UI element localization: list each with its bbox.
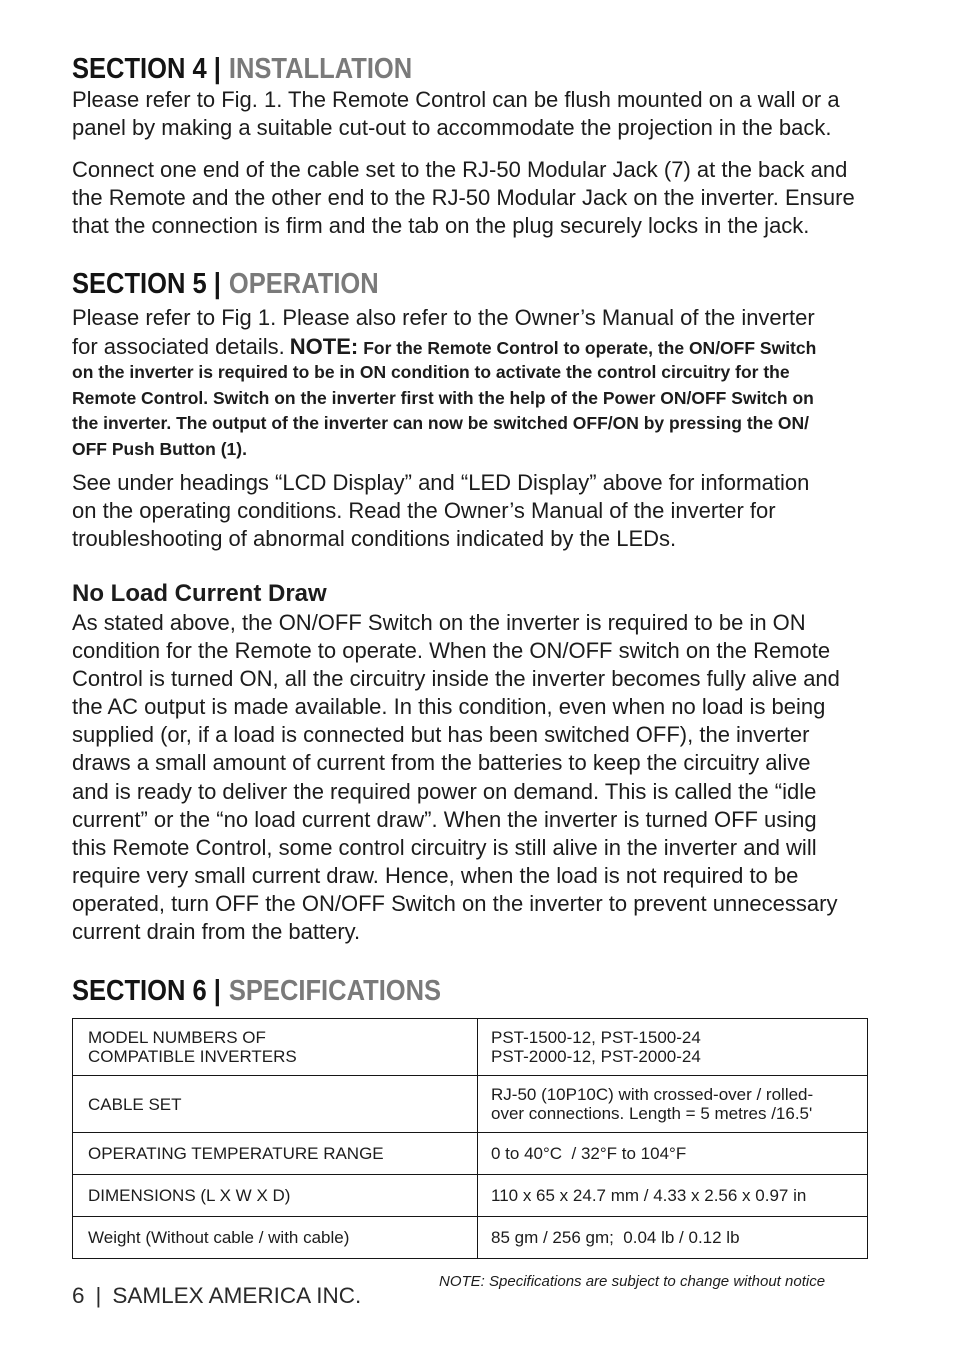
text-line: supplied (or, if a load is connected but has been switched OFF), the inverter [72,722,810,748]
page-footer [72,1282,361,1310]
text-line: panel by making a suitable cut-out to accommodate the projection in the back. [72,115,832,140]
installation-paragraph-2 [72,156,855,240]
spec-value-line: 0 to 40°C / 32°F to 104°F [491,1144,687,1163]
text-line: this Remote Control, some control circuitry is still alive in the inverter and will [72,834,817,860]
operation-note [72,360,814,462]
section-title: INSTALLATION [228,53,413,85]
spec-value-line: RJ-50 (10P10C) with crossed-over / rolled- [491,1085,814,1104]
spec-row [73,1175,868,1217]
intro-text: for associated details. [72,333,285,359]
spec-label-cell [73,1133,478,1175]
operation-paragraph-2 [72,469,809,553]
text-line: condition for the Remote to operate. When the ON/OFF switch on the Remote [72,638,831,664]
heading-text [72,52,412,86]
section-number-label: SECTION 5 | [72,268,221,300]
spec-row [73,1076,868,1133]
spec-row [73,1019,868,1076]
note-text: For the Remote Control to operate, the ON/OFF Switch [363,337,817,358]
text-line: require very small current draw. Hence, when the load is not required to be [72,862,799,888]
text-line: current” or the “no load current draw”. When the inverter is turned OFF using [72,806,817,832]
spec-label-line: DIMENSIONS (L X W X D) [88,1186,291,1205]
heading-text [72,974,441,1008]
section-5-heading [72,267,421,301]
page-number: 6 [72,1283,85,1308]
spec-row [73,1133,868,1175]
spec-value-line: 110 x 65 x 24.7 mm / 4.33 x 2.56 x 0.97 in [491,1186,807,1205]
spec-value-cell [478,1133,868,1175]
operation-intro-paragraph [72,304,816,361]
installation-paragraph-1 [72,86,840,142]
spec-value-line: PST-1500-12, PST-1500-24 [491,1028,701,1047]
heading-text [72,267,379,301]
spec-label-cell [73,1076,478,1133]
specifications-note: NOTE: Specifications are subject to change without notice [439,1273,826,1290]
section-title: OPERATION [228,268,379,300]
note-line: the inverter. The output of the inverter can now be switched OFF/ON by pressing the ON/ [72,413,810,433]
text-line: the AC output is made available. In this condition, even when no load is being [72,694,826,720]
footer-separator: | [95,1283,102,1308]
spec-value-cell [478,1076,868,1133]
no-load-current-heading: No Load Current Draw [72,580,327,607]
note-line: on the inverter is required to be in ON condition to activate the control circuitry for the [72,362,790,382]
section-6-heading [72,974,491,1008]
text-line: and is ready to deliver the required power on demand. This is called the “idle [72,778,817,804]
section-number-label: SECTION 6 | [72,975,221,1007]
note-line: OFF Push Button (1). [72,438,247,459]
spec-value-line: over connections. Length = 5 metres /16.5' [491,1104,813,1123]
text-line: operated, turn OFF the ON/OFF Switch on the inverter to prevent unnecessary [72,890,838,916]
text-line: Control is turned ON, all the circuitry inside the inverter becomes fully alive and [72,666,840,692]
section-4-heading [72,52,459,86]
spec-label-line: OPERATING TEMPERATURE RANGE [88,1144,384,1163]
specifications-table [72,1018,868,1259]
note-line: Remote Control. Switch on the inverter first with the help of the Power ON/OFF Switch on [72,387,814,408]
section-title: SPECIFICATIONS [228,975,442,1007]
spec-label-line: COMPATIBLE INVERTERS [88,1047,297,1066]
text-line: current drain from the battery. [72,919,361,945]
spec-label-cell [73,1019,478,1076]
company-name: SAMLEX AMERICA INC. [112,1283,362,1308]
spec-value-line: 85 gm / 256 gm; 0.04 lb / 0.12 lb [491,1228,740,1247]
text-line [72,333,816,362]
text-line: troubleshooting of abnormal conditions indicated by the LEDs. [72,526,677,551]
spec-value-cell [478,1019,868,1076]
text-line: Connect one end of the cable set to the RJ-50 Modular Jack (7) at the back and [72,157,848,182]
text-line: on the operating conditions. Read the Owner’s Manual of the inverter for [72,498,776,523]
text-line: that the connection is firm and the tab on the plug securely locks in the jack. [72,213,810,238]
text-line: the Remote and the other end to the RJ-50 Modular Jack on the inverter. Ensure [72,185,855,210]
note-label: NOTE: [289,333,359,359]
section-number-label: SECTION 4 | [72,53,221,85]
spec-row [73,1217,868,1259]
spec-label-cell [73,1217,478,1259]
no-load-current-paragraph [72,609,840,946]
spec-value-cell [478,1175,868,1217]
text-line: As stated above, the ON/OFF Switch on the inverter is required to be in ON [72,610,806,635]
spec-value-line: PST-2000-12, PST-2000-24 [491,1047,701,1066]
text-line: Please refer to Fig 1. Please also refer to the Owner’s Manual of the inverter [72,305,815,330]
text-line: draws a small amount of current from the batteries to keep the circuitry alive [72,750,811,776]
spec-label-cell [73,1175,478,1217]
text-line: See under headings “LCD Display” and “LED Display” above for information [72,470,810,495]
spec-label-line: CABLE SET [88,1094,182,1114]
text-line: Please refer to Fig. 1. The Remote Control can be flush mounted on a wall or a [72,87,840,112]
spec-label-line: MODEL NUMBERS OF [88,1028,266,1047]
spec-label-line: Weight (Without cable / with cable) [88,1228,350,1247]
spec-value-cell [478,1217,868,1259]
